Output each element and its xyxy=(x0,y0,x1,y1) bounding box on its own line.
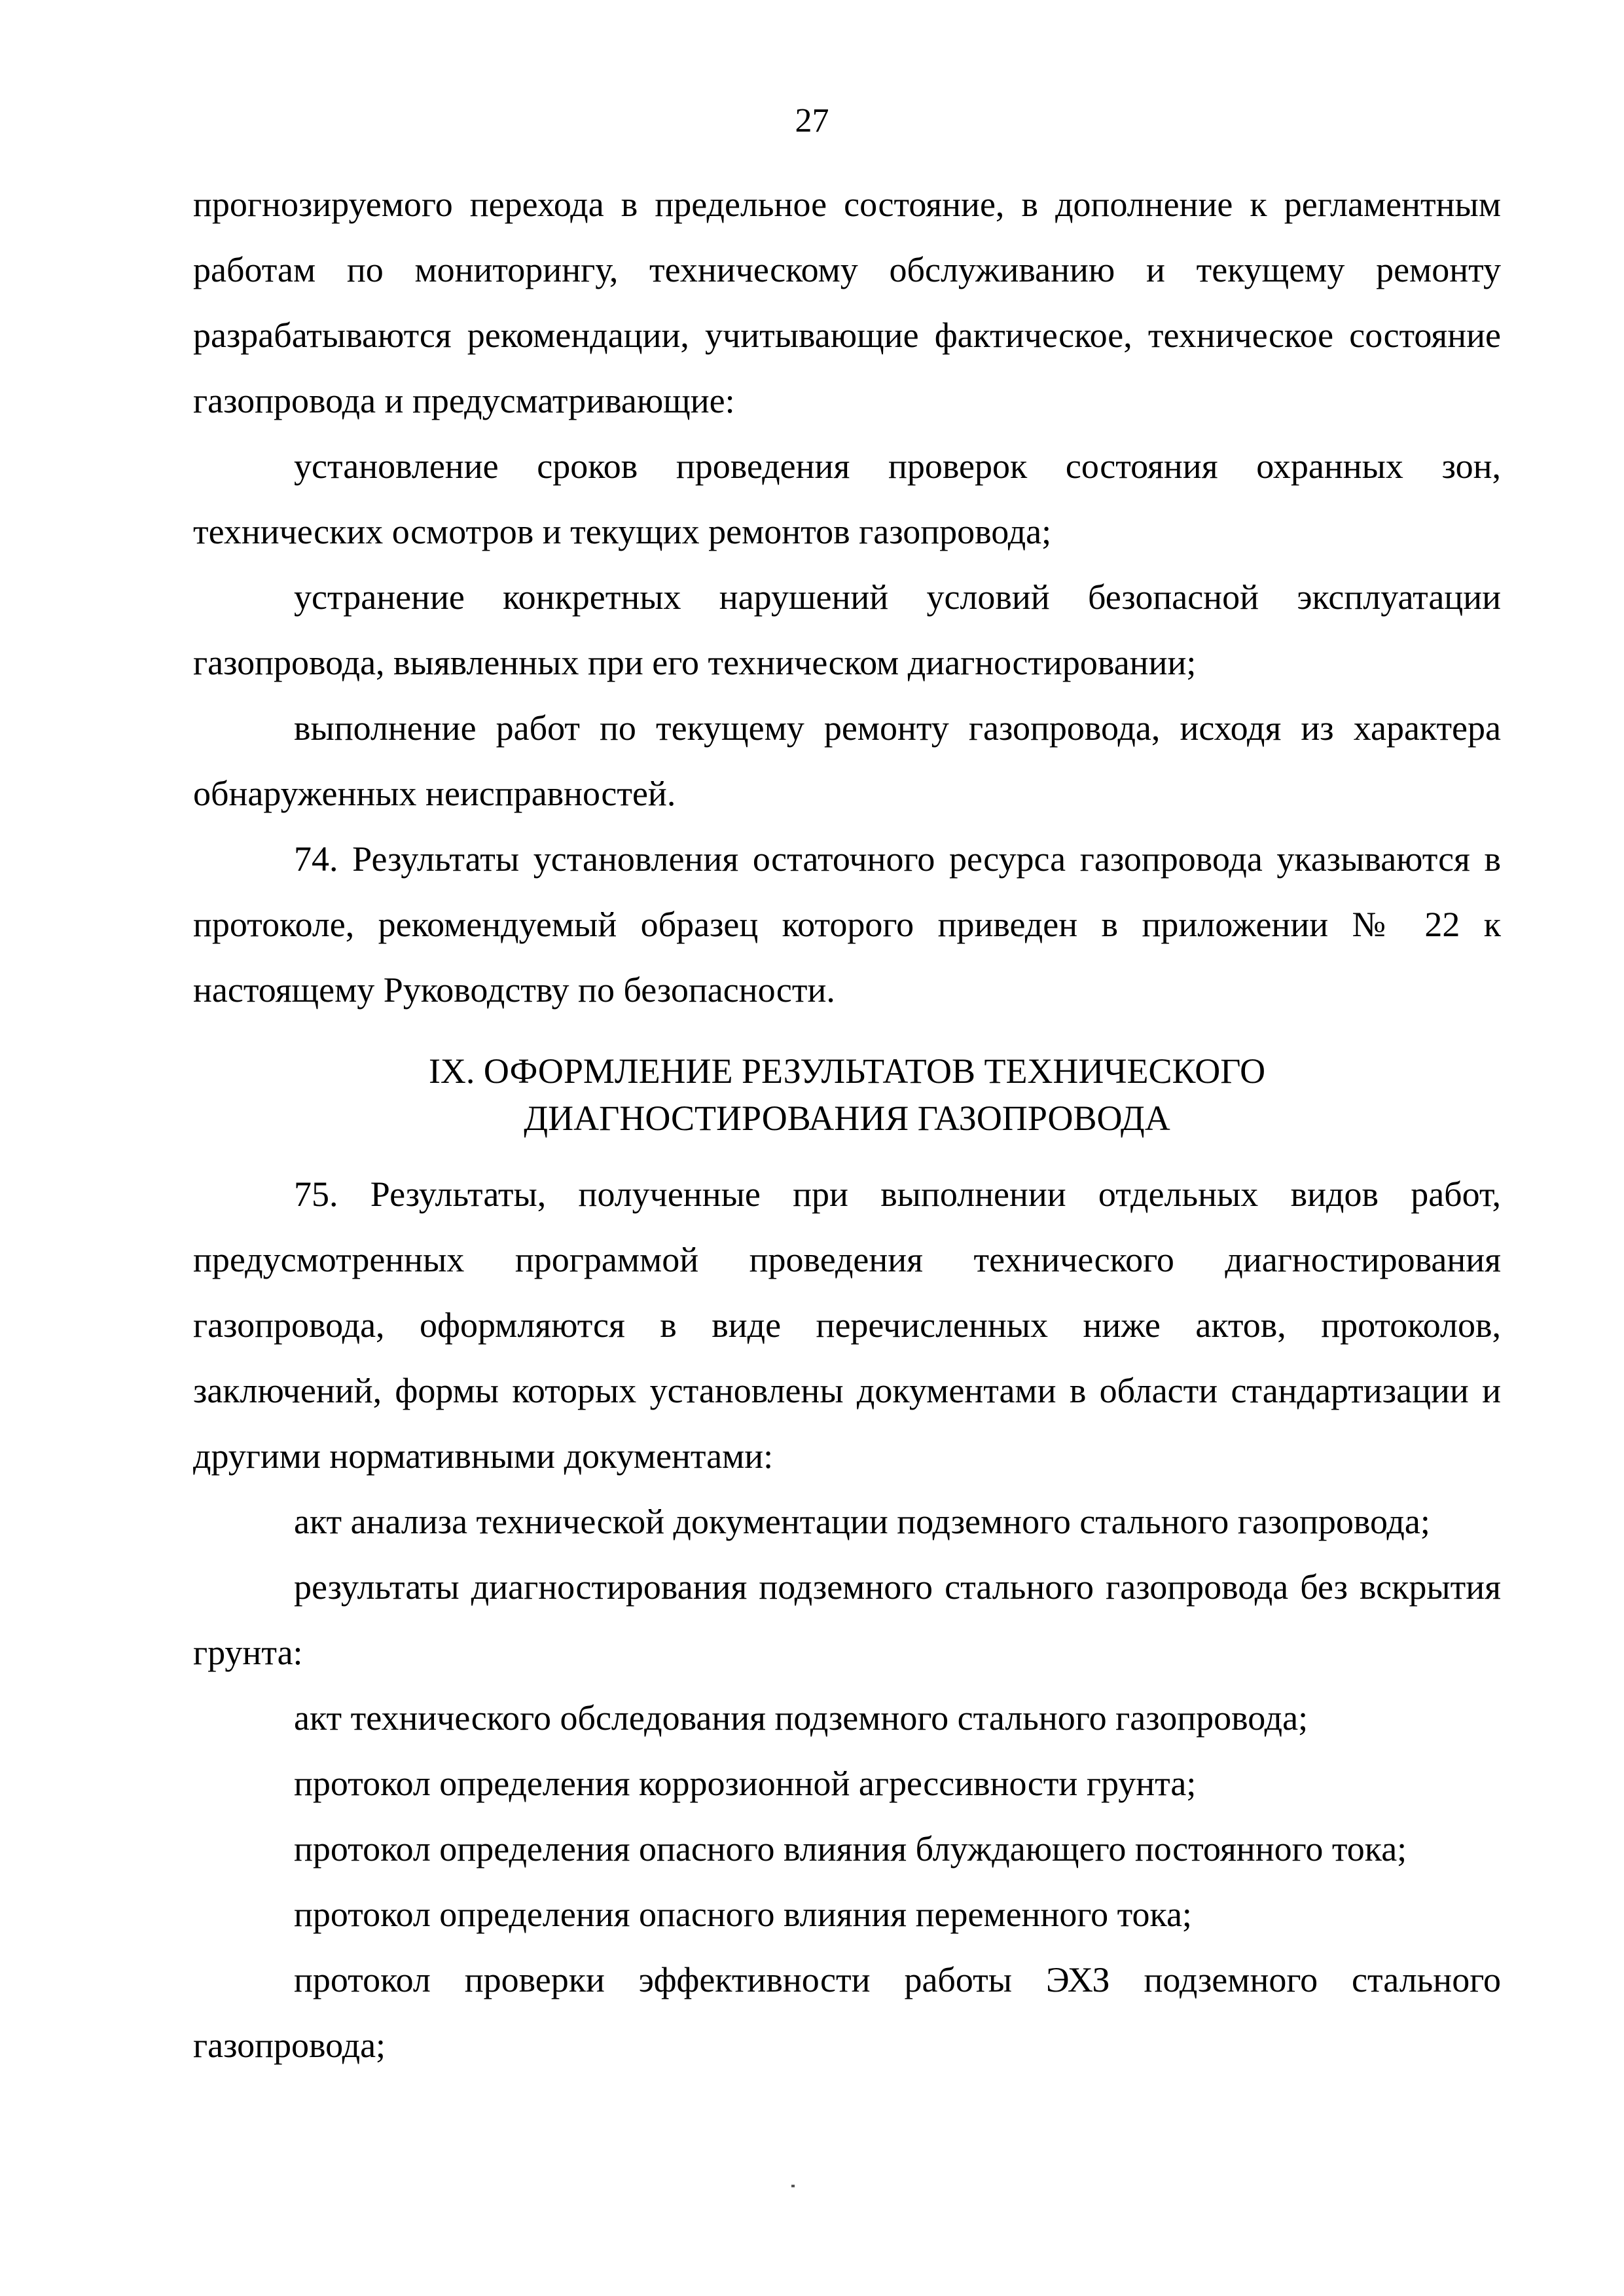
document-body xyxy=(193,172,1501,2078)
list-item-diagnostics-results: результаты диагностирования подземного стального газопровода без вскрытия грунта: xyxy=(193,1567,1501,1672)
section-heading-line1: IX. ОФОРМЛЕНИЕ РЕЗУЛЬТАТОВ ТЕХНИЧЕСКОГО xyxy=(428,1051,1266,1091)
list-item-soil-protocol: протокол определения коррозионной агрессивности грунта; xyxy=(294,1764,1197,1803)
list-item-violations: устранение конкретных нарушений условий безопасной эксплуатации газопровода, выявленных при его техническом диагностировании; xyxy=(193,577,1501,682)
page-number: 27 xyxy=(795,102,829,139)
paragraph-75: 75. Результаты, полученные при выполнении отдельных видов работ, предусмотренных программой проведения технического диагностирования газопровода, оформляются в виде перечисленных ниже актов, протоколов, заключений, формы которых установлены документами в области стандартизации и другими нормативными документами: xyxy=(193,1175,1501,1476)
list-item-analysis-act: акт анализа технической документации подземного стального газопровода; xyxy=(294,1502,1430,1541)
paragraph-continuation: прогнозируемого перехода в предельное состояние, в дополнение к регламентным работам по мониторингу, техническому обслуживанию и текущему ремонту разрабатываются рекомендации, учитывающие фактическое, техническое состояние газопровода и предусматривающие: xyxy=(193,185,1501,420)
list-item-repair: выполнение работ по текущему ремонту газопровода, исходя из характера обнаруженных неисправностей. xyxy=(193,708,1501,813)
list-item-inspection-act: акт технического обследования подземного стального газопровода; xyxy=(294,1698,1308,1738)
list-item-ac-protocol: протокол определения опасного влияния переменного тока; xyxy=(294,1895,1192,1934)
paragraph-74: 74. Результаты установления остаточного ресурса газопровода указываются в протоколе, рекомендуемый образец которого приведен в приложении № 22 к настоящему Руководству по безопасности. xyxy=(193,839,1501,1010)
scan-speck xyxy=(791,2185,795,2187)
list-item-dc-protocol: протокол определения опасного влияния блуждающего постоянного тока; xyxy=(294,1829,1407,1868)
list-item-deadlines: установление сроков проведения проверок состояния охранных зон, технических осмотров и текущих ремонтов газопровода; xyxy=(193,446,1501,551)
list-item-ecp-protocol: протокол проверки эффективности работы ЭХЗ подземного стального газопровода; xyxy=(193,1960,1501,2065)
section-heading xyxy=(193,1048,1501,1142)
section-heading-line2: ДИАГНОСТИРОВАНИЯ ГАЗОПРОВОДА xyxy=(524,1099,1170,1138)
